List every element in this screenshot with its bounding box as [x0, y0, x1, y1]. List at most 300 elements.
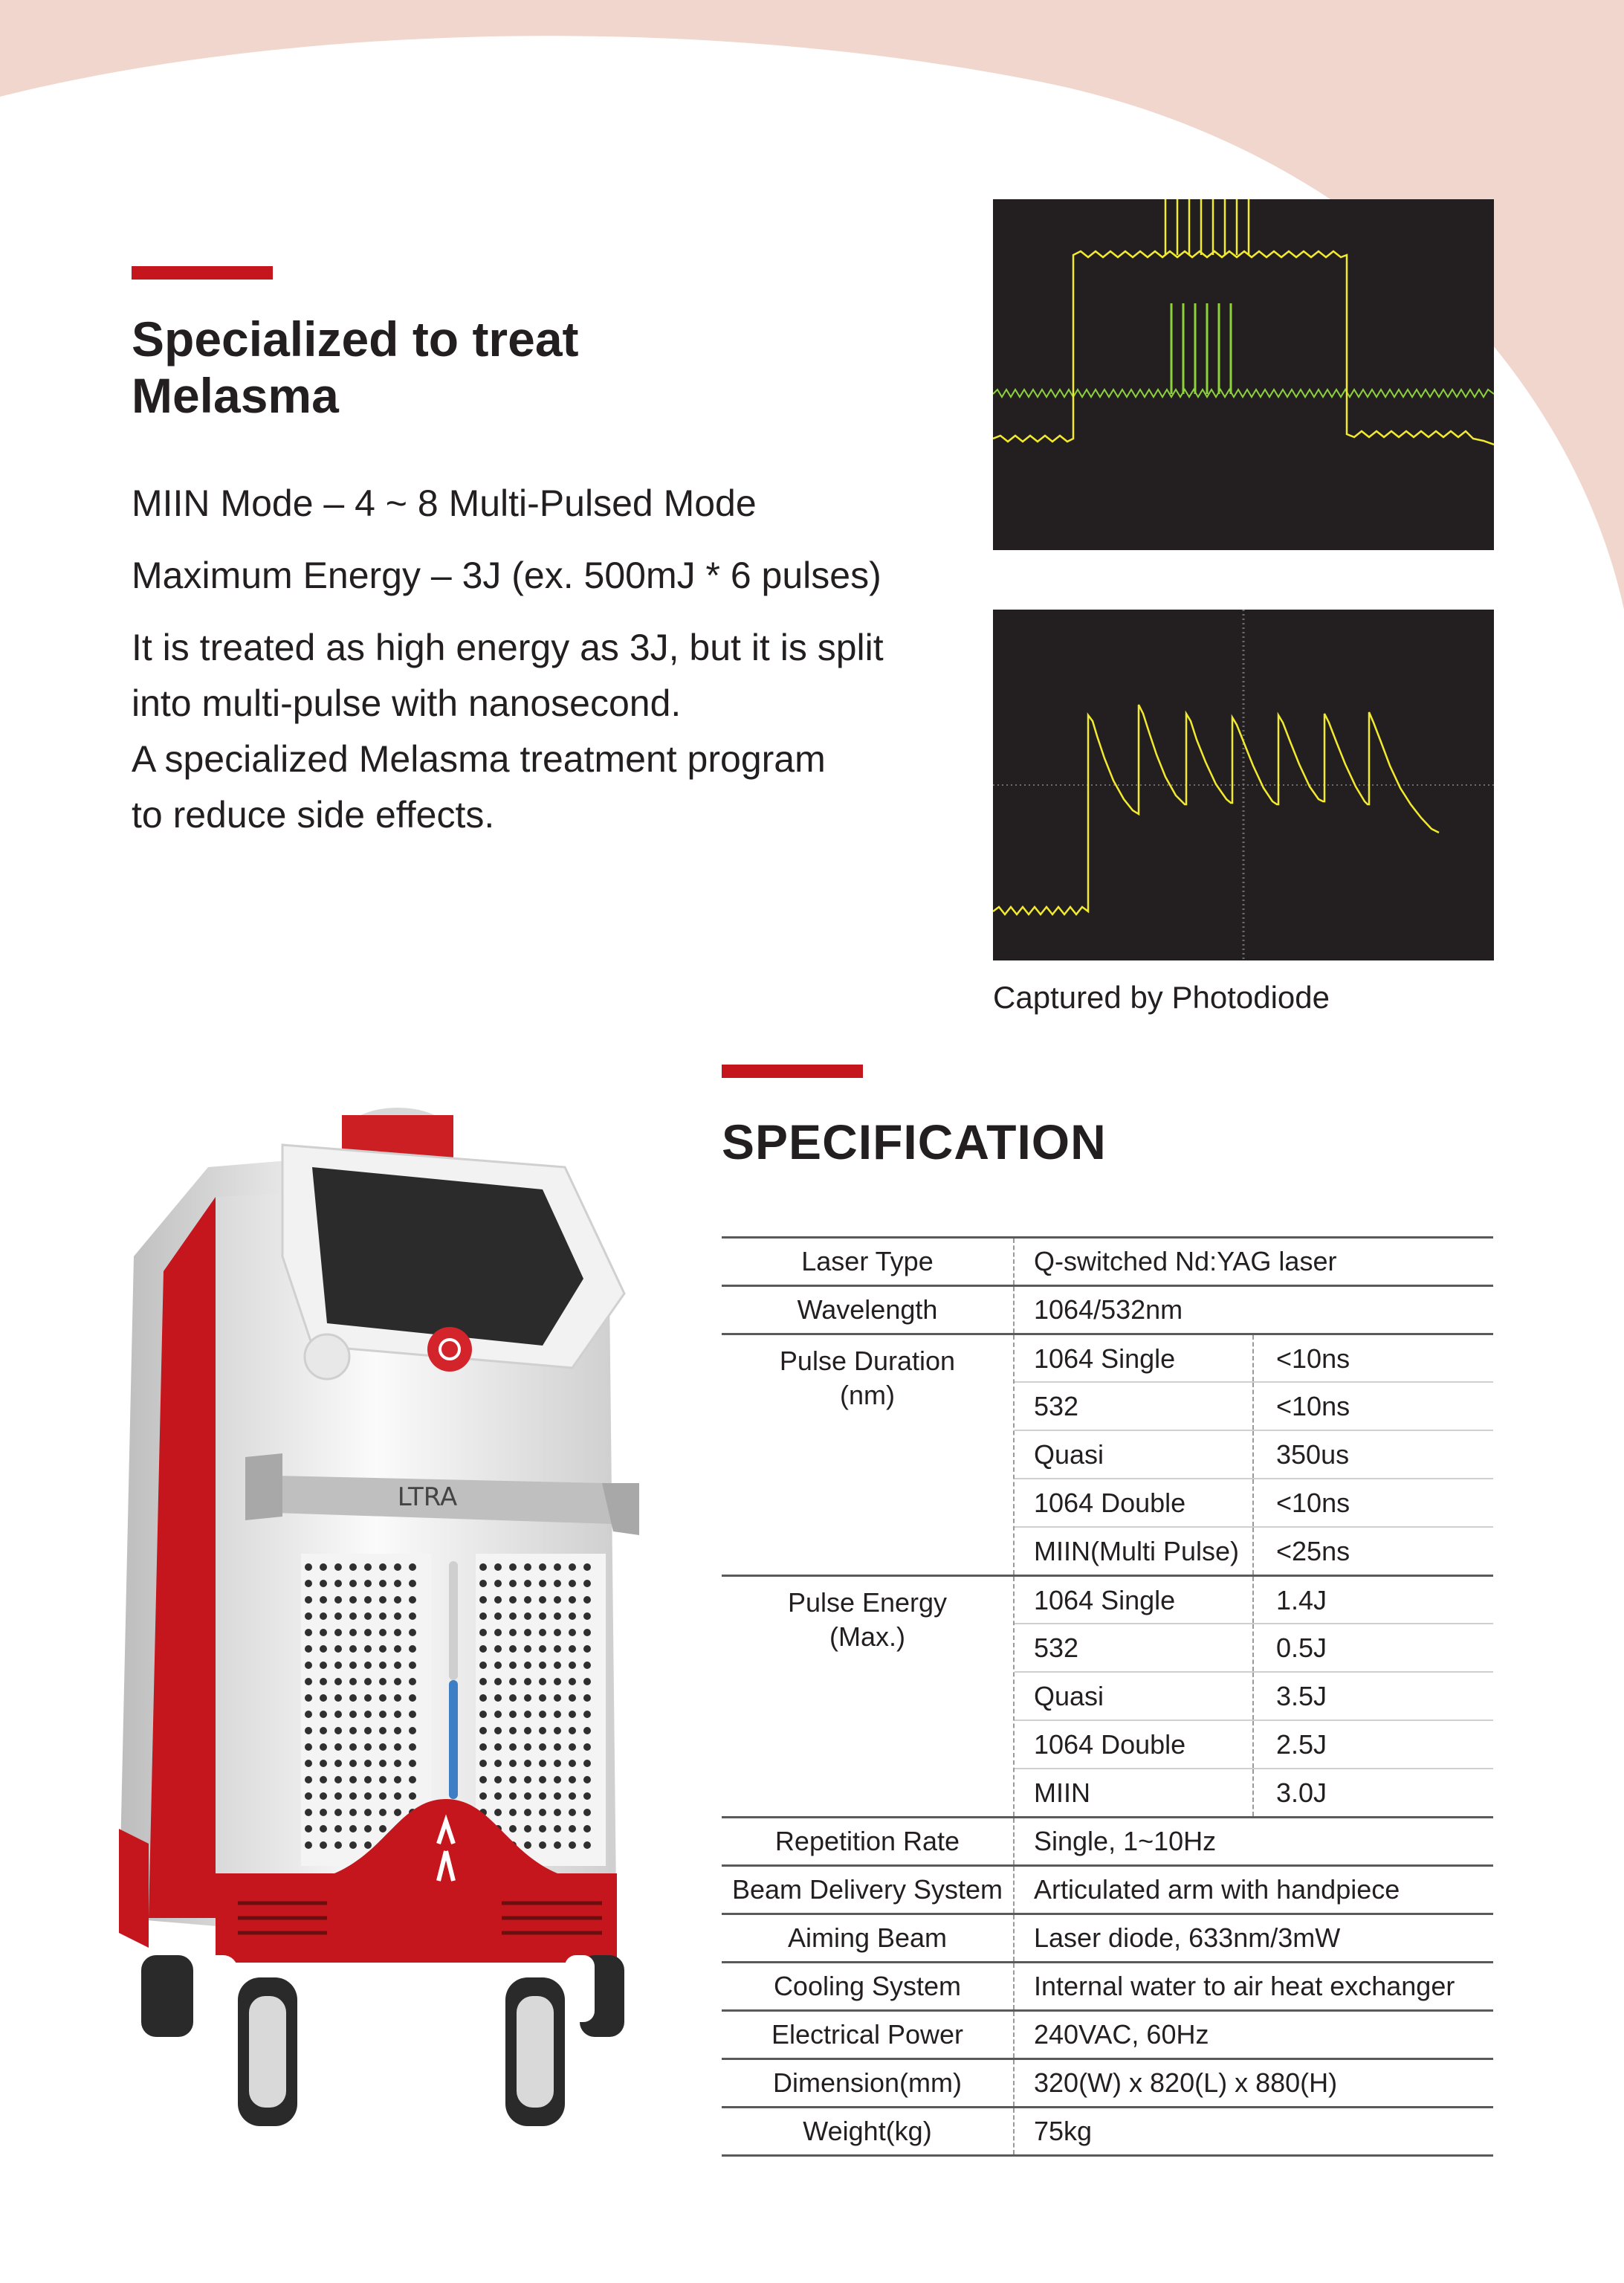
vent-hole — [394, 1645, 401, 1653]
vent-hole — [583, 1678, 591, 1685]
vent-hole — [554, 1645, 561, 1653]
vent-hole — [379, 1596, 386, 1604]
vent-hole — [524, 1612, 531, 1620]
vent-hole — [509, 1760, 517, 1767]
description-line: A specialized Melasma treatment program — [132, 738, 826, 780]
vent-hole — [539, 1662, 546, 1669]
spec-label-line: Pulse Energy — [787, 1587, 948, 1618]
vent-hole — [479, 1711, 487, 1718]
spec-label-line: (nm) — [840, 1380, 895, 1410]
vent-hole — [509, 1645, 517, 1653]
vent-hole — [494, 1760, 502, 1767]
vent-hole — [539, 1760, 546, 1767]
spec-sub-key: Quasi — [1015, 1431, 1254, 1478]
vent-hole — [494, 1629, 502, 1636]
spec-value: 1064/532nm — [1034, 1294, 1183, 1325]
vent-hole — [409, 1694, 416, 1702]
vent-hole — [320, 1678, 327, 1685]
spec-sub-key: 1064 Single — [1015, 1577, 1254, 1623]
vent-hole — [569, 1694, 576, 1702]
spec-subrow — [1015, 1430, 1493, 1478]
spec-subrow — [1015, 1526, 1493, 1575]
vent-hole — [394, 1776, 401, 1783]
vent-hole — [539, 1678, 546, 1685]
vent-hole — [494, 1711, 502, 1718]
vent-hole — [539, 1776, 546, 1783]
section-accent-bar — [132, 266, 273, 280]
description-line: into multi-pulse with nanosecond. — [132, 682, 682, 724]
vent-hole — [539, 1629, 546, 1636]
vent-hole — [320, 1580, 327, 1587]
vent-hole — [494, 1662, 502, 1669]
spec-value: 75kg — [1034, 2116, 1093, 2146]
spec-sub-value: <10ns — [1276, 1488, 1350, 1518]
spec-row — [722, 2106, 1493, 2157]
vent-hole — [394, 1760, 401, 1767]
vent-hole — [524, 1809, 531, 1816]
vent-hole — [305, 1563, 312, 1571]
vent-hole — [569, 1662, 576, 1669]
vent-hole — [554, 1596, 561, 1604]
vent-hole — [583, 1776, 591, 1783]
vent-hole — [583, 1760, 591, 1767]
vent-hole — [379, 1612, 386, 1620]
vent-hole — [509, 1629, 517, 1636]
vent-hole — [494, 1743, 502, 1751]
vent-hole — [364, 1792, 372, 1800]
vent-hole — [394, 1727, 401, 1734]
vent-hole — [334, 1711, 342, 1718]
vent-hole — [479, 1596, 487, 1604]
vent-hole — [583, 1629, 591, 1636]
spec-value: Internal water to air heat exchanger — [1034, 1971, 1455, 2001]
vent-hole — [509, 1596, 517, 1604]
vent-hole — [569, 1678, 576, 1685]
vent-hole — [379, 1792, 386, 1800]
vent-hole — [334, 1662, 342, 1669]
vent-hole — [320, 1792, 327, 1800]
vent-hole — [409, 1662, 416, 1669]
spec-row — [722, 1864, 1493, 1913]
vent-hole — [379, 1809, 386, 1816]
spec-value: Single, 1~10Hz — [1034, 1826, 1217, 1856]
vent-hole — [409, 1760, 416, 1767]
vent-hole — [364, 1727, 372, 1734]
vent-hole — [305, 1792, 312, 1800]
vent-hole — [394, 1792, 401, 1800]
spec-label-line: Cooling System — [773, 1971, 962, 2001]
vent-hole — [539, 1612, 546, 1620]
vent-hole — [509, 1727, 517, 1734]
spec-value: Q-switched Nd:YAG laser — [1034, 1246, 1337, 1276]
vent-hole — [524, 1711, 531, 1718]
vent-hole — [524, 1825, 531, 1832]
spec-row — [722, 1816, 1493, 1864]
vent-hole — [394, 1580, 401, 1587]
vent-hole — [364, 1612, 372, 1620]
spec-sub-key: 1064 Double — [1015, 1479, 1254, 1526]
description — [132, 620, 971, 843]
vent-hole — [554, 1629, 561, 1636]
vent-hole — [583, 1662, 591, 1669]
description-line: to reduce side effects. — [132, 794, 495, 836]
vent-hole — [494, 1776, 502, 1783]
vent-hole — [320, 1662, 327, 1669]
vent-hole — [524, 1678, 531, 1685]
vent-hole — [364, 1645, 372, 1653]
vent-hole — [569, 1563, 576, 1571]
spec-subrow — [1015, 1478, 1493, 1526]
vent-hole — [554, 1776, 561, 1783]
spec-label-line: Pulse Duration — [779, 1346, 956, 1376]
vent-hole — [394, 1711, 401, 1718]
vent-hole — [539, 1792, 546, 1800]
vent-hole — [305, 1825, 312, 1832]
vent-hole — [524, 1792, 531, 1800]
vent-hole — [320, 1596, 327, 1604]
vent-hole — [364, 1596, 372, 1604]
vent-hole — [320, 1645, 327, 1653]
vent-hole — [569, 1645, 576, 1653]
vent-hole — [394, 1694, 401, 1702]
vent-hole — [364, 1711, 372, 1718]
vent-hole — [479, 1662, 487, 1669]
vent-hole — [305, 1629, 312, 1636]
vent-hole — [509, 1662, 517, 1669]
vent-hole — [409, 1612, 416, 1620]
vent-hole — [539, 1727, 546, 1734]
vent-hole — [554, 1694, 561, 1702]
vent-hole — [554, 1580, 561, 1587]
spec-label — [722, 2108, 1013, 2148]
vent-hole — [364, 1629, 372, 1636]
vent-hole — [409, 1580, 416, 1587]
spec-sub-value: <10ns — [1276, 1343, 1350, 1374]
vent-hole — [334, 1809, 342, 1816]
spec-label — [722, 1239, 1013, 1279]
vent-hole — [524, 1629, 531, 1636]
vent-hole — [349, 1662, 357, 1669]
section-heading — [132, 311, 800, 424]
vent-hole — [349, 1825, 357, 1832]
vent-hole — [334, 1612, 342, 1620]
vent-hole — [364, 1825, 372, 1832]
spec-row — [722, 2058, 1493, 2106]
vent-hole — [349, 1776, 357, 1783]
vent-hole — [479, 1645, 487, 1653]
vent-hole — [349, 1678, 357, 1685]
vent-hole — [409, 1563, 416, 1571]
spec-label — [722, 1335, 1013, 1412]
spec-row — [722, 1913, 1493, 1961]
vent-hole — [379, 1743, 386, 1751]
vent-hole — [320, 1841, 327, 1849]
vent-hole — [494, 1809, 502, 1816]
scope-caption: Captured by Photodiode — [993, 980, 1330, 1015]
vent-hole — [509, 1792, 517, 1800]
vent-hole — [409, 1645, 416, 1653]
spec-label — [722, 2060, 1013, 2100]
vent-hole — [524, 1645, 531, 1653]
vent-hole — [394, 1612, 401, 1620]
vent-hole — [509, 1809, 517, 1816]
vent-hole — [583, 1841, 591, 1849]
device-brand-label: LTRA — [397, 1482, 458, 1512]
vent-hole — [364, 1694, 372, 1702]
vent-hole — [349, 1743, 357, 1751]
vent-hole — [349, 1792, 357, 1800]
spec-sub-key: 532 — [1015, 1383, 1254, 1430]
vent-hole — [583, 1563, 591, 1571]
vent-hole — [554, 1563, 561, 1571]
vent-hole — [349, 1596, 357, 1604]
spec-row — [722, 1575, 1493, 1816]
vent-hole — [349, 1629, 357, 1636]
vent-hole — [539, 1580, 546, 1587]
vent-hole — [479, 1792, 487, 1800]
vent-hole — [394, 1743, 401, 1751]
vent-hole — [305, 1596, 312, 1604]
vent-hole — [409, 1743, 416, 1751]
vent-hole — [509, 1580, 517, 1587]
vent-hole — [364, 1678, 372, 1685]
vent-hole — [524, 1841, 531, 1849]
spec-row — [722, 1285, 1493, 1333]
spec-subrow — [1015, 1623, 1493, 1671]
vent-hole — [539, 1596, 546, 1604]
spec-value: Laser diode, 633nm/3mW — [1034, 1922, 1341, 1953]
spec-label-line: Dimension(mm) — [772, 2067, 963, 2098]
vent-hole — [554, 1841, 561, 1849]
vent-hole — [494, 1596, 502, 1604]
spec-label-line: Weight(kg) — [803, 2116, 932, 2146]
vent-hole — [379, 1694, 386, 1702]
spec-sub-key: 1064 Double — [1015, 1721, 1254, 1768]
vent-hole — [394, 1662, 401, 1669]
vent-hole — [305, 1694, 312, 1702]
spec-row — [722, 1333, 1493, 1575]
vent-hole — [583, 1809, 591, 1816]
spec-label — [722, 1963, 1013, 2003]
vent-hole — [349, 1645, 357, 1653]
vent-hole — [539, 1694, 546, 1702]
vent-hole — [349, 1809, 357, 1816]
spec-label — [722, 1818, 1013, 1859]
vent-hole — [349, 1711, 357, 1718]
vent-hole — [320, 1694, 327, 1702]
vent-hole — [305, 1760, 312, 1767]
spec-subrow — [1015, 1671, 1493, 1719]
vent-hole — [364, 1662, 372, 1669]
vent-hole — [305, 1580, 312, 1587]
vent-hole — [479, 1678, 487, 1685]
vent-hole — [569, 1743, 576, 1751]
vent-hole — [554, 1662, 561, 1669]
vent-hole — [479, 1580, 487, 1587]
vent-hole — [554, 1711, 561, 1718]
vent-hole — [539, 1563, 546, 1571]
spec-label-line: (Max.) — [829, 1621, 905, 1652]
vent-hole — [409, 1629, 416, 1636]
vent-hole — [583, 1580, 591, 1587]
spec-title: SPECIFICATION — [722, 1114, 1107, 1169]
vent-hole — [479, 1727, 487, 1734]
vent-hole — [364, 1743, 372, 1751]
vent-hole — [409, 1776, 416, 1783]
vent-hole — [583, 1743, 591, 1751]
vent-hole — [583, 1596, 591, 1604]
vent-hole — [305, 1645, 312, 1653]
spec-value: Articulated arm with handpiece — [1034, 1874, 1400, 1905]
vent-hole — [554, 1792, 561, 1800]
vent-hole — [479, 1629, 487, 1636]
vent-hole — [524, 1727, 531, 1734]
vent-hole — [379, 1760, 386, 1767]
vent-hole — [509, 1743, 517, 1751]
vent-hole — [334, 1727, 342, 1734]
spec-label — [722, 1915, 1013, 1955]
spec-row — [722, 1961, 1493, 2009]
vent-hole — [305, 1727, 312, 1734]
spec-sub-key: 1064 Single — [1015, 1335, 1254, 1381]
vent-hole — [524, 1776, 531, 1783]
spec-sub-key: 532 — [1015, 1624, 1254, 1671]
vent-hole — [305, 1678, 312, 1685]
vent-hole — [569, 1612, 576, 1620]
vent-hole — [479, 1760, 487, 1767]
vent-hole — [334, 1563, 342, 1571]
spec-label — [722, 1577, 1013, 1654]
vent-hole — [569, 1809, 576, 1816]
spec-label — [722, 2012, 1013, 2052]
vent-hole — [583, 1694, 591, 1702]
spec-label-line: Laser Type — [801, 1246, 934, 1276]
spec-sub-key: MIIN(Multi Pulse) — [1015, 1528, 1254, 1575]
vent-hole — [569, 1727, 576, 1734]
vent-hole — [583, 1612, 591, 1620]
vent-hole — [569, 1711, 576, 1718]
vent-hole — [409, 1727, 416, 1734]
vent-hole — [320, 1563, 327, 1571]
vent-hole — [334, 1792, 342, 1800]
vent-hole — [394, 1596, 401, 1604]
vent-hole — [334, 1825, 342, 1832]
vent-hole — [334, 1776, 342, 1783]
vent-hole — [554, 1612, 561, 1620]
vent-hole — [494, 1563, 502, 1571]
vent-hole — [349, 1760, 357, 1767]
vent-hole — [524, 1760, 531, 1767]
vent-hole — [349, 1841, 357, 1849]
spec-label — [722, 1287, 1013, 1327]
vent-hole — [349, 1563, 357, 1571]
spec-sub-value: <25ns — [1276, 1536, 1350, 1566]
vent-hole — [334, 1841, 342, 1849]
vent-hole — [320, 1743, 327, 1751]
vent-hole — [524, 1563, 531, 1571]
vent-hole — [569, 1580, 576, 1587]
vent-hole — [334, 1629, 342, 1636]
vent-hole — [583, 1727, 591, 1734]
spec-sub-value: 2.5J — [1276, 1729, 1327, 1760]
vent-hole — [554, 1678, 561, 1685]
vent-hole — [509, 1612, 517, 1620]
vent-hole — [364, 1809, 372, 1816]
vent-hole — [479, 1776, 487, 1783]
vent-hole — [509, 1694, 517, 1702]
vent-hole — [379, 1678, 386, 1685]
spec-sub-value: 3.5J — [1276, 1681, 1327, 1711]
spec-subrow — [1015, 1719, 1493, 1768]
vent-hole — [409, 1678, 416, 1685]
vent-hole — [554, 1809, 561, 1816]
vent-hole — [379, 1563, 386, 1571]
vent-hole — [509, 1678, 517, 1685]
vent-hole — [349, 1727, 357, 1734]
spec-sub-value: 1.4J — [1276, 1585, 1327, 1615]
vent-hole — [334, 1580, 342, 1587]
vent-hole — [379, 1580, 386, 1587]
spec-sub-key: MIIN — [1015, 1769, 1254, 1816]
vent-hole — [583, 1792, 591, 1800]
vent-hole — [320, 1629, 327, 1636]
spec-label-line: Beam Delivery System — [731, 1874, 1003, 1905]
vent-hole — [379, 1727, 386, 1734]
vent-hole — [539, 1645, 546, 1653]
spec-sub-key: Quasi — [1015, 1673, 1254, 1719]
vent-hole — [479, 1743, 487, 1751]
vent-hole — [305, 1743, 312, 1751]
vent-hole — [494, 1580, 502, 1587]
vent-hole — [409, 1792, 416, 1800]
vent-hole — [524, 1662, 531, 1669]
vent-hole — [509, 1776, 517, 1783]
vent-hole — [305, 1776, 312, 1783]
spec-subrow — [1015, 1381, 1493, 1430]
vent-hole — [494, 1694, 502, 1702]
spec-subrow — [1015, 1768, 1493, 1816]
vent-hole — [539, 1711, 546, 1718]
vent-hole — [479, 1563, 487, 1571]
vent-hole — [364, 1841, 372, 1849]
vent-hole — [305, 1841, 312, 1849]
vent-hole — [494, 1645, 502, 1653]
mode-line: MIIN Mode – 4 ~ 8 Multi-Pulsed Mode — [132, 482, 757, 524]
vent-hole — [364, 1776, 372, 1783]
vent-hole — [569, 1841, 576, 1849]
heading-line: Specialized to treat — [132, 311, 579, 366]
vent-hole — [379, 1662, 386, 1669]
spec-value: 320(W) x 820(L) x 880(H) — [1034, 2067, 1338, 2098]
vent-hole — [524, 1580, 531, 1587]
vent-hole — [320, 1809, 327, 1816]
vent-hole — [569, 1776, 576, 1783]
vent-hole — [509, 1563, 517, 1571]
spec-label — [722, 1867, 1013, 1907]
vent-hole — [364, 1563, 372, 1571]
spec-value: 240VAC, 60Hz — [1034, 2019, 1209, 2050]
laser-device-illustration — [89, 1071, 639, 2141]
vent-hole — [479, 1694, 487, 1702]
spec-row — [722, 1236, 1493, 1285]
vent-hole — [394, 1563, 401, 1571]
vent-hole — [334, 1760, 342, 1767]
vent-hole — [320, 1612, 327, 1620]
vent-hole — [334, 1596, 342, 1604]
oscilloscope-capture-envelope — [993, 199, 1494, 550]
spec-subrow — [1015, 1335, 1493, 1381]
vent-hole — [349, 1612, 357, 1620]
